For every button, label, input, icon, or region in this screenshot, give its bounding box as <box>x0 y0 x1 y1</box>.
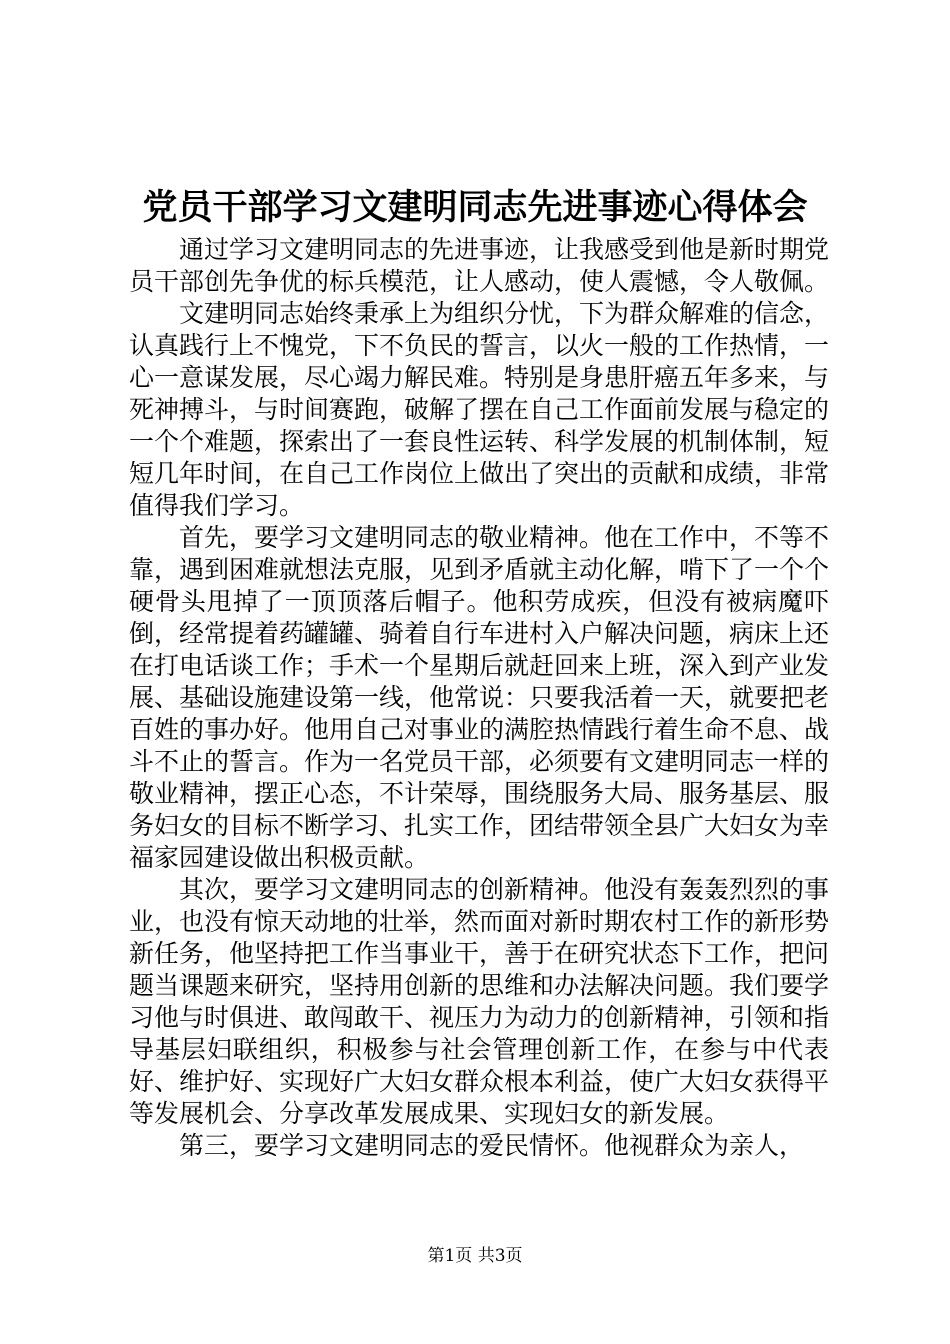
paragraph-4: 其次，要学习文建明同志的创新精神。他没有轰轰烈烈的事业，也没有惊天动地的壮举，然而面对新时期农村工作的新形势新任务，他坚持把工作当事业干，善于在研究状态下工作，把问题当课题来研究，坚持用创新的思维和办法解决问题。我们要学习他与时俱进、敢闯敢干、视压力为动力的创新精神，引领和指导基层妇联组织，积极参与社会管理创新工作，在参与中代表好、维护好、实现好广大妇女群众根本利益，使广大妇女获得平等发展机会、分享改革发展成果、实现妇女的新发展。 <box>129 875 830 1128</box>
document-title: 党员干部学习文建明同志先进事迹心得体会 <box>142 187 808 228</box>
paragraph-2: 文建明同志始终秉承上为组织分忧，下为群众解难的信念，认真践行上不愧党，下不负民的誓言，以火一般的工作热情，一心一意谋发展，尽心竭力解民难。特别是身患肝癌五年多来，与死神搏斗，与时间赛跑，破解了摆在自己工作面前发展与稳定的一个个难题，探索出了一套良性运转、科学发展的机制体制，短短几年时间，在自己工作岗位上做出了突出的贡献和成绩，非常值得我们学习。 <box>129 299 830 520</box>
document-body <box>129 234 829 1162</box>
paragraph-5: 第三，要学习文建明同志的爱民情怀。他视群众为亲人， <box>179 1131 805 1160</box>
paragraph-1: 通过学习文建明同志的先进事迹，让我感受到他是新时期党员干部创先争优的标兵模范，让人感动，使人震憾，令人敬佩。 <box>129 235 830 296</box>
paragraph-3: 首先，要学习文建明同志的敬业精神。他在工作中，不等不靠，遇到困难就想法克服，见到矛盾就主动化解，啃下了一个个硬骨头甩掉了一顶顶落后帽子。他积劳成疾，但没有被病魔吓倒，经常提着药罐罐、骑着自行车进村入户解决问题，病床上还在打电话谈工作；手术一个星期后就赶回来上班，深入到产业发展、基础设施建设第一线，他常说：只要我活着一天，就要把老百姓的事办好。他用自己对事业的满腔热情践行着生命不息、战斗不止的誓言。作为一名党员干部，必须要有文建明同志一样的敬业精神，摆正心态，不计荣辱，围绕服务大局、服务基层、服务妇女的目标不断学习、扎实工作，团结带领全县广大妇女为幸福家园建设做出积极贡献。 <box>129 523 830 872</box>
page-footer: 第1页 共3页 <box>427 1246 523 1266</box>
